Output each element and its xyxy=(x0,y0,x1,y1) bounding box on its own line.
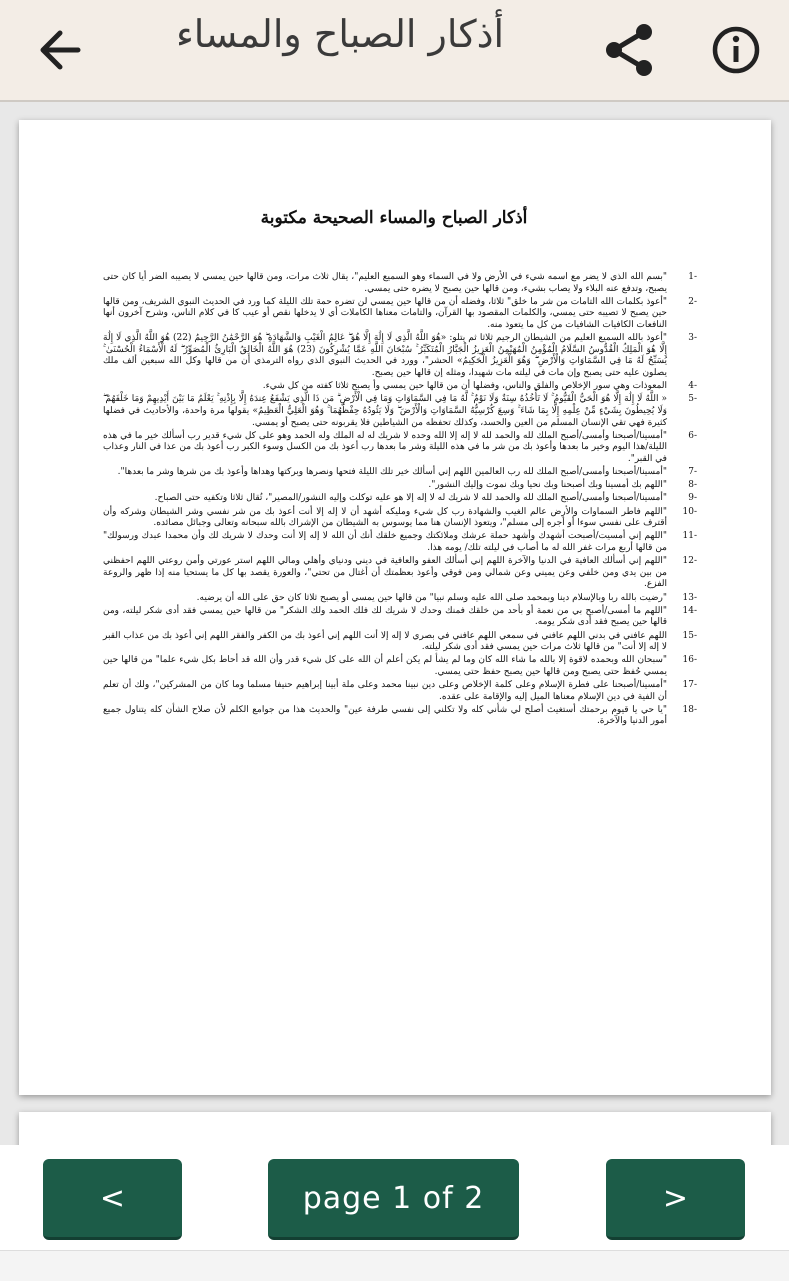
item-text: "اللهم إني أسألك العافية في الدنيا والآخرة اللهم إني أسألك العفو والعافية في ديني ودنياي وأهلي ومالي اللهم استر عورتي وأمن روعتي اللهم احفظني من بين يدي ومن خلفي وعن يميني وعن شمالي ومن فوقي وأعوذ بعظمتك أن أغتال من تحتي"، والعورة يقصد بها كل ما يستحيا منه إذا ظهر والروعة الفزع. xyxy=(103,556,667,590)
item-text: "اللهم ما أمسى/أصبح بي من نعمة أو بأحد من خلقك فمنك وحدك لا شريك لك فلك الحمد ولك الشكر" من قالها حين يمسي فقد أدى شكر ليلته، ومن قالها حين يصبح فقد أدى شكر يومه. xyxy=(103,605,667,628)
item-number: -15 xyxy=(682,630,697,641)
system-nav-strip xyxy=(0,1250,789,1281)
item-number: -6 xyxy=(688,430,697,441)
previous-page-button[interactable]: < xyxy=(43,1159,182,1240)
item-number: -11 xyxy=(682,531,697,542)
item-number: -4 xyxy=(688,381,697,392)
document-page xyxy=(19,120,771,1095)
list-item xyxy=(103,531,697,554)
item-text: "سبحان الله وبحمده لاقوة إلا بالله ما شاء الله كان وما لم يشأ لم يكن أعلم أن الله على كل شيء قدر وأن الله قد أحاط بكل شيء علما" من قالها حين يمسي حُفظ حتى يصبح ومن قالها حين يصبح حفظ حتى يمسي. xyxy=(103,655,667,677)
item-text: "أعوذ بالله السميع العليم من الشيطان الرجيم ثلاثا ثم يتلو: «هُوَ اللَّهُ الَّذِي لَا إِلَٰهَ إِلَّا هُوَ ۖ عَالِمُ الْغَيْبِ وَالشَّهَادَةِ ۖ هُوَ الرَّحْمَٰنُ الرَّحِيمُ (22) هُوَ اللَّهُ الَّذِي لَا إِلَٰهَ إِلَّا هُوَ الْمَلِكُ الْقُدُّوسُ السَّلَامُ الْمُؤْمِنُ الْمُهَيْمِنُ الْعَزِيزُ الْجَبَّارُ الْمُتَكَبِّرُ ۚ سُبْحَانَ اللَّهِ عَمَّا يُشْرِكُونَ (23) هُوَ اللَّهُ الْخَالِقُ الْبَارِئُ الْمُصَوِّرُ ۖ لَهُ الْأَسْمَاءُ الْحُسْنَىٰ ۚ يُسَبِّحُ لَهُ مَا فِي السَّمَاوَاتِ وَالْأَرْضِ ۖ وَهُوَ الْعَزِيزُ الْحَكِيمُ» الحشر"، وورد في الحديث النبوي الذي رواه الترمذي أن من قالها وكل الله سبعين ألف ملك يصلون عليه حتى يصبح وإن مات في ليلته مات شهيدا، ومثله إن قالها حين يصبح. xyxy=(103,333,667,378)
list-item xyxy=(103,606,697,629)
share-icon[interactable] xyxy=(598,18,662,82)
app-title: أذكار الصباح والمساء xyxy=(175,12,505,56)
item-text: « اللَّهُ لَا إِلَٰهَ إِلَّا هُوَ الْحَيُّ الْقَيُّومُ ۚ لَا تَأْخُذُهُ سِنَةٌ وَلَا نَوْمٌ ۚ لَّهُ مَا فِي السَّمَاوَاتِ وَمَا فِي الْأَرْضِ ۗ مَن ذَا الَّذِي يَشْفَعُ عِندَهُ إِلَّا بِإِذْنِهِ ۚ يَعْلَمُ مَا بَيْنَ أَيْدِيهِمْ وَمَا خَلْفَهُمْ ۖ وَلَا يُحِيطُونَ بِشَيْءٍ مِّنْ عِلْمِهِ إِلَّا بِمَا شَاءَ ۚ وَسِعَ كُرْسِيُّهُ السَّمَاوَاتِ وَالْأَرْضَ ۖ وَلَا يَئُودُهُ حِفْظُهُمَا ۚ وَهُوَ الْعَلِيُّ الْعَظِيمُ» يقولها مرة واحدة، والأحاديث في فضلها كثيرة فهي تقي الإنسان المسلم من العين والحسد، وكذلك تحفظه من الشياطين فلا يقربونه حتى يصبح أو يمسي. xyxy=(103,394,667,428)
item-number: -5 xyxy=(688,394,697,405)
list-item xyxy=(103,631,697,654)
next-page-button[interactable]: > xyxy=(606,1159,745,1240)
item-text: المعوذات وهي سور الإخلاص والفلق والناس، وفضلها أن من قالها حين يمسي وأ يصبح ثلاثا كفته من كل شيء. xyxy=(262,381,667,392)
info-icon[interactable] xyxy=(704,18,768,82)
item-number: -7 xyxy=(688,467,697,478)
item-text: "بسم الله الذي لا يضر مع اسمه شيء في الأرض ولا في السماء وهو السميع العليم"، يقال ثلاث مرات، ومن قالها حين يمسي لا يصيبه الضر أيا كان حتى يصبح، وتدفع عنه البلاء ولا يصاب بشيء، ومن قالها حين يصبح لا يضره حتى يمسي. xyxy=(103,272,667,294)
list-item xyxy=(103,480,697,492)
app-bar xyxy=(0,0,789,102)
list-item xyxy=(103,272,697,295)
item-number: -9 xyxy=(688,493,697,504)
item-number: -10 xyxy=(682,506,697,517)
item-number: -1 xyxy=(688,272,697,282)
item-text: اللهم عافني في بدني اللهم عافني في سمعي اللهم عافني في بصري لا إله إلا أنت اللهم إني أعوذ بك من الكفر والفقر اللهم إني أعوذ بك من عذاب القبر لا إله إلا أنت" من قالها ثلاث مرات حين يمسي فقد أدى شكر ليلته. xyxy=(103,630,667,653)
list-item xyxy=(103,705,697,728)
item-text: "رضيت بالله ربا وبالإسلام دينا وبمحمد صلى الله عليه وسلم نبيا" من قالها حين يمسي أو يصبح ثلاثا كان حق على الله أن يرضيه. xyxy=(196,592,667,603)
pager-bar xyxy=(0,1145,789,1250)
item-text: "يا حي يا قيوم برحمتك أستغيث أصلح لي شأني كله ولا تكلني إلى نفسي طرفة عين" والحديث هذا من جوامع الكلم لأن صلاح الشأن كله يتناول جميع أمور الدنيا والآخرة. xyxy=(103,704,667,727)
list-item xyxy=(103,493,697,505)
item-number: -17 xyxy=(682,680,697,691)
page-indicator: page 1 of 2 xyxy=(268,1159,519,1240)
item-text: "أمسينا/أصبحنا على فطرة الإسلام وعلى كلمة الإخلاص وعلى دين نبينا محمد وعلى ملة أبينا إبراهيم حنيفا مسلما وما كان من المشركين"، ولك أن تعلم أن الفية في دين الإسلام معناها الميل إليه والإقامة على عقده. xyxy=(103,680,667,702)
item-text: "اللهم إني أمسيت/أصبحت أشهدك وأشهد حملة عرشك وملائكتك وجميع خلقك أنك أن الله لا إله إلا أنت وحدك لا شريك لك وأن محمدا عبدك ورسولك" من قالها أربع مرات غفر الله له ما أصاب في ليلته تلك/ يومه هذا. xyxy=(103,531,667,553)
item-text: "أمسينا/أصبحنا وأمسى/أصبح الملك لله والحمد لله لا إله إلا الله وحده لا شريك له له الملك وله الحمد وهو على كل شيء قدير رب أسألك خير ما في هذه الليلة/هذا اليوم وخير ما بعدها وأعوذ بك من شر ما في هذه الليلة وشر ما بعدها رب أعوذ بك من الكسل وسوء الكبر رب أعوذ بك من عذا في النار وعذاب في القبر". xyxy=(103,430,667,464)
list-item xyxy=(103,680,697,703)
list-item xyxy=(103,297,697,332)
item-number: -8 xyxy=(688,480,697,491)
list-item xyxy=(103,467,697,479)
pdf-viewer[interactable] xyxy=(0,102,789,1145)
item-number: -2 xyxy=(688,296,697,307)
list-item xyxy=(103,333,697,379)
item-number: -16 xyxy=(682,655,697,666)
list-item xyxy=(103,556,697,591)
item-text: "اللهم بك أمسينا وبك أصبحنا وبك نحيا وبك نموت وإليك النشور". xyxy=(428,480,667,491)
list-item xyxy=(103,507,697,530)
adhkar-list xyxy=(103,272,697,730)
list-item xyxy=(103,381,697,393)
document-title: أذكار الصباح والمساء الصحيحة مكتوبة xyxy=(260,208,528,228)
item-number: -13 xyxy=(682,592,697,603)
next-page-preview xyxy=(19,1112,771,1145)
list-item xyxy=(103,394,697,429)
item-text: "أعوذ بكلمات الله التامات من شر ما خلق" ثلاثا، وفضله أن من قالها حين يمسي لن تضره حمة تلك الليلة كما ورد في الحديث النبوي الشريف، ومن قالها حين يصبح لا تصيبه حتى يمسي، والكلمات المقصود بها القرآن، والتامات معناها الكاملات أي لا يدخلها نقص أو عيب كا في كلام الناس، وشرح آخرون أنها النافعات الكافيات الشافيات من كل ما يتعوذ منه. xyxy=(103,296,667,330)
item-number: -14 xyxy=(682,605,697,616)
back-arrow-icon[interactable] xyxy=(30,18,94,82)
item-text: "أمسينا/أصبحنا وأمسى/أصبح الملك لله والحمد لله لا شريك له لا إله إلا هو عليه توكلت وإليه النشور/المصير"، تُقال ثلاثا وتكفيه حتى الصباح. xyxy=(154,493,667,504)
item-text: "أمسينا/أصبحنا وأمسى/أصبح الملك لله رب العالمين اللهم إني أسألك خير تلك الليلة فتحها ونصرها وبركتها وهداها وأعوذ بك من شرها وشر ما بعدها". xyxy=(117,467,667,478)
item-number: -18 xyxy=(682,704,697,715)
list-item xyxy=(103,431,697,466)
list-item xyxy=(103,655,697,678)
item-number: -12 xyxy=(682,556,697,567)
list-item xyxy=(103,593,697,605)
item-text: "اللهم فاطر السماوات والأرض عالم الغيب والشهادة رب كل شيء ومليكه أشهد أن لا إله إلا أنت أعوذ بك من شر نفسي وشر الشيطان وشركه وأن أقترف على نفسي سوءا أو أجره إلى مسلم"، ويتعوذ الإنسان هنا مما يوسوس به الشيطان من الإشراك بالله سبحانه وتعالى وجبائل مصائده. xyxy=(103,506,667,529)
item-number: -3 xyxy=(688,333,697,344)
